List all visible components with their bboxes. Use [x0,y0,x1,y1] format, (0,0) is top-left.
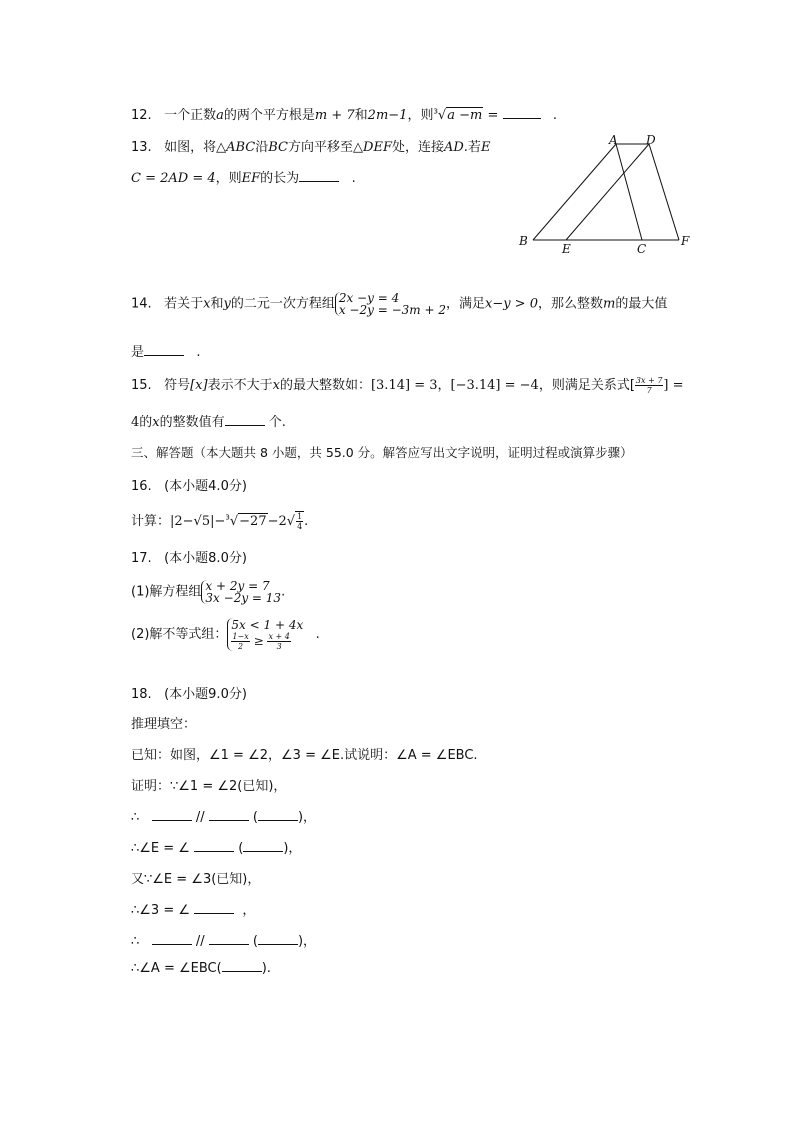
q16-frac-num: 1 [297,512,303,521]
q17-frac1 [231,632,249,651]
q14-line2 [131,341,201,360]
q18-proof-start: 证明：∵∠1 = ∠2(已知)， [131,779,287,794]
label-f: F [681,234,690,248]
q15-text: 的最大整数如： [279,378,371,393]
q14-eq2: x −2y = −3m + 2 [338,303,446,317]
q15-symbol: [x] [190,378,208,393]
q14-var: m [603,296,616,312]
q16-frac-den: 4 [297,522,303,531]
q14-number: 14. [131,296,152,312]
q13-end: . [351,171,356,186]
q17-part2 [131,618,320,651]
q13-text: 沿 [255,140,269,155]
q18-blank-5b[interactable] [209,943,249,945]
q18-blank-1b[interactable] [209,819,249,821]
q14-end: . [196,345,201,360]
q12-text: ，则 [407,108,434,123]
q16-header [131,475,247,494]
q15-var: x [152,415,160,430]
q17-header [131,547,247,566]
q15-text: 的 [139,415,153,430]
q12-eq: = [483,108,503,123]
q18-step6-end: ). [261,961,271,976]
q15-answer-blank[interactable] [225,424,265,426]
q14-text: ，满足 [445,296,485,312]
therefore-symbol: ∴ [131,934,140,949]
q18-blank-2a[interactable] [194,850,234,852]
q13-text: 的长为 [260,171,300,186]
q17-frac1-num: 1−x [232,632,249,641]
q13-seg3: EF [241,171,261,186]
q14-equation-system [335,292,446,316]
q15-text: 4 [131,415,140,430]
q17-frac2-den: 3 [276,642,282,651]
q18-step4-text: ∴∠3 = ∠ [131,903,191,918]
label-d: D [646,133,656,147]
q18-number: 18. [131,687,152,702]
paren-open: ( [252,934,258,949]
q14-eq1: 2x −y = 4 [338,291,400,305]
q13-text: 方向平移至 [288,140,354,155]
q15-number: 15. [131,378,152,393]
q13-expr: C = 2AD = 4 [131,171,216,186]
q18-header [131,683,247,702]
q18-blank-5c[interactable] [258,943,298,945]
q18-blank-1c[interactable] [258,819,298,821]
segment-ab [533,144,616,240]
q13-seg: BC [268,140,289,155]
q15-eq: ] = [663,378,684,393]
q14-text: 是 [131,345,145,360]
q13-text: E [480,140,491,155]
q16-expression: 计算：|2−√5|−$^3$√−27−2√ $\frac{1}{4}$ . [131,512,309,531]
q13-seg2: AD [443,140,464,155]
q16-label: 计算： [131,514,171,529]
q18-step2 [131,837,301,856]
q16-fraction [296,512,303,531]
q15-text: 的整数值有 [159,415,225,430]
q18-step4-comma: ， [242,903,256,918]
parallel-symbol: // [195,810,205,825]
q12-expr2: 2m−1 [367,108,408,123]
parallel-symbol: // [195,934,205,949]
q18-blank-6a[interactable] [222,970,262,972]
q13-answer-blank[interactable] [299,180,339,182]
q15-text: 个. [268,415,286,430]
q16-expr: |2−√5|− [170,514,226,529]
q13-text: ，则 [215,171,242,186]
q16-end: . [304,514,309,529]
q18-step6 [131,961,271,976]
q17-number: 17. [131,551,152,566]
q17-part1-label: (1)解方程组 [131,584,202,600]
q17-part2-label: (2)解不等式组： [131,627,228,642]
q13-line2 [131,167,356,186]
q12-end: . [552,108,558,123]
q18-blank-1a[interactable] [152,819,192,821]
segment-de [566,144,649,240]
paren-close: )， [283,841,302,856]
q14-text: 的二元一次方程组 [230,296,335,312]
q12-expr1: m + 7 [314,108,355,123]
q18-step1 [131,806,316,825]
q13-number: 13. [131,140,152,155]
q18-step5 [131,930,316,949]
q13-tri1: △ABC [216,140,256,155]
q14-text: 的最大值 [615,296,668,312]
paren-open: ( [252,810,258,825]
q14-var: y [223,296,231,312]
q14-text: 和 [210,296,224,312]
segment-df [649,144,679,240]
q17-ge: ≥ [253,634,264,648]
q13-text: 处，连接 [391,140,444,155]
q14-answer-blank[interactable] [144,354,184,356]
q17-frac2-num: x + 4 [268,632,290,641]
label-c: C [637,242,647,256]
q15-line2 [131,411,286,430]
q16-score: (本小题4.0分) [164,479,247,494]
q13-text: .若 [463,140,481,155]
q13-figure [515,132,695,262]
q18-title: 推理填空： [131,717,197,732]
segment-ac [616,144,642,240]
q12-root-index: 3 [433,107,438,116]
q16-expr: −2 [267,514,287,529]
q12-answer-blank[interactable] [503,117,541,119]
q15-var: x [272,378,280,393]
q18-step2-text: ∴∠E = ∠ [131,841,190,856]
q17-ineq1: 5x < 1 + 4x [231,618,304,632]
paren-open: ( [238,841,244,856]
label-a: A [609,133,618,147]
q15-example2: [−3.14] = −4 [450,378,539,393]
paren-close: )， [297,934,317,949]
q12-var: a [216,108,224,123]
q16-number: 16. [131,479,152,494]
q17-eq2: 3x −2y = 13 [205,591,282,605]
section-heading: 三、解答题（本大题共 8 小题，共 55.0 分。解答应写出文字说明，证明过程或演算步骤） [131,445,633,460]
q15-text: 符号 [164,378,191,393]
q17-frac2 [267,632,290,651]
q16-root-index: 3 [225,513,230,522]
q18-blank-2b[interactable] [243,850,283,852]
q15-example1: [3.14] = 3 [370,378,438,393]
q17-part1 [131,580,285,604]
q12-line: 12. 一个正数a的两个平方根是m + 7和2m−1，则$^3$√a −m = . [131,107,558,123]
q17-score: (本小题8.0分) [164,551,247,566]
q18-step6-text: ∴∠A = ∠EBC( [131,961,222,976]
q14-line1 [131,292,667,316]
q18-blank-5a[interactable] [152,943,192,945]
q16-radicand: −27 [239,514,267,529]
q18-step4 [131,899,255,918]
q15-text: ，则满足关系式 [538,378,630,393]
q18-step3: 又∵∠E = ∠3(已知)， [131,872,261,887]
q14-var: x [203,296,211,312]
q13-line1 [131,136,490,155]
q12-radicand: a −m [447,108,483,123]
q17-equation-system [201,580,281,604]
paren-close: )， [297,810,317,825]
q14-text: 若关于 [164,296,204,312]
q17-end: . [281,584,286,600]
q17-frac1-den: 2 [238,642,244,651]
q12-text: 一个正数 [164,108,217,123]
q18-given: 已知：如图，∠1 = ∠2，∠3 = ∠E.试说明：∠A = ∠EBC. [131,748,478,763]
q12-text: 和 [354,108,368,123]
q15-text: 表示不大于 [207,378,273,393]
q17-end: . [315,627,320,642]
q15-line1: 15. 符号[x]表示不大于x的最大整数如：[3.14] = 3，[−3.14] = −4，则满足关系式[ $\frac{3x + 7}{7}$ ] = [131,376,684,395]
q17-eq1: x + 2y = 7 [205,579,270,593]
q18-blank-4a[interactable] [194,912,234,914]
q17-inequality-system [227,618,303,651]
q18-score: (本小题9.0分) [164,687,247,702]
label-e: E [562,242,571,256]
label-b: B [519,234,528,248]
q15-fraction [635,376,663,395]
q15-text: ， [437,378,451,393]
therefore-symbol: ∴ [131,810,140,825]
q12-number: 12. [131,108,152,123]
q13-tri2: △DEF [353,140,392,155]
q14-text: ，那么整数 [537,296,603,312]
q14-condition: x−y > 0 [484,296,538,312]
q15-frac-num: 3x + 7 [635,376,663,385]
q12-text: 的两个平方根是 [223,108,315,123]
q17-ineq2 [231,632,303,651]
q13-text: 如图，将 [164,140,217,155]
q15-frac-den: 7 [646,386,652,395]
